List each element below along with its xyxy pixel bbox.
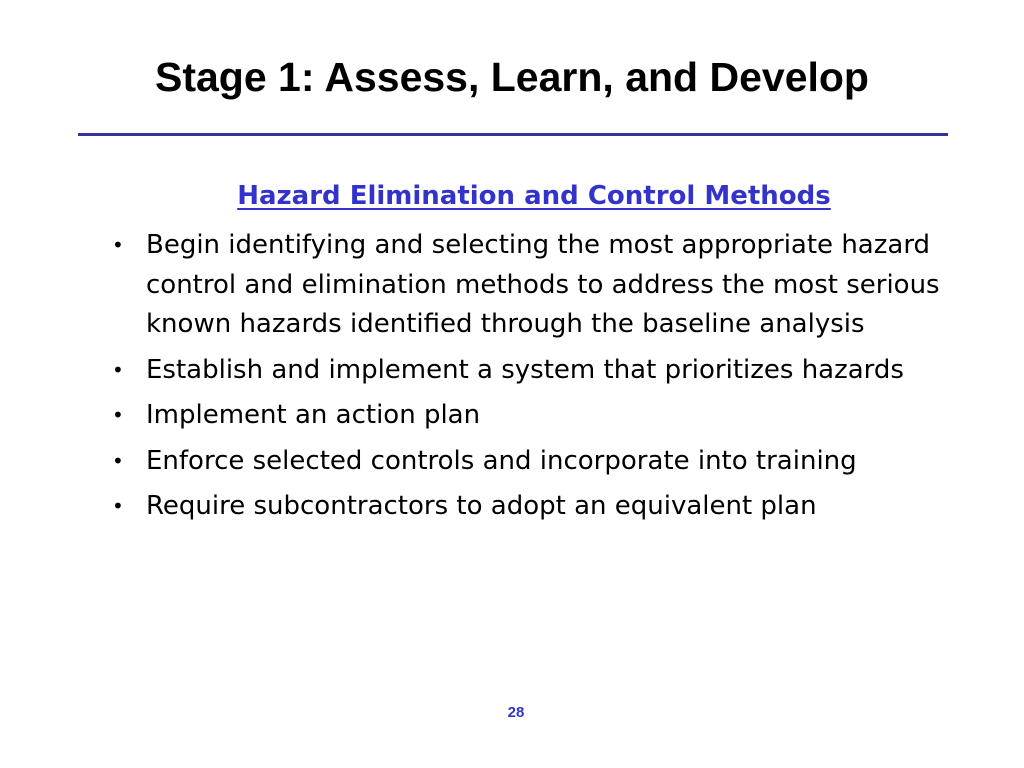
page-number: 28 (507, 704, 525, 721)
bullet-item (112, 351, 982, 391)
bullet-list (112, 226, 982, 533)
bullet-icon: • (112, 403, 124, 427)
bullet-item (112, 487, 982, 527)
bullet-text: Implement an action plan (146, 400, 481, 430)
bullet-icon: • (112, 233, 124, 257)
bullet-text: Enforce selected controls and incorporate into training (146, 445, 857, 476)
title-divider (78, 133, 948, 136)
slide-title: Stage 1: Assess, Learn, and Develop (155, 54, 869, 100)
bullet-item (112, 396, 982, 436)
bullet-icon: • (112, 357, 124, 382)
section-heading[interactable]: Hazard Elimination and Control Methods (237, 181, 831, 211)
bullet-icon: • (112, 448, 124, 473)
bullet-icon: • (112, 494, 124, 518)
bullet-item (112, 226, 982, 345)
bullet-text: Establish and implement a system that prioritizes hazards (146, 354, 904, 385)
bullet-text: Require subcontractors to adopt an equivalent plan (146, 491, 817, 521)
bullet-item (112, 442, 982, 482)
bullet-text: Begin identifying and selecting the most appropriate hazard control and elimination methods to address the most serious known hazards identified through the baseline analysis (146, 230, 940, 339)
